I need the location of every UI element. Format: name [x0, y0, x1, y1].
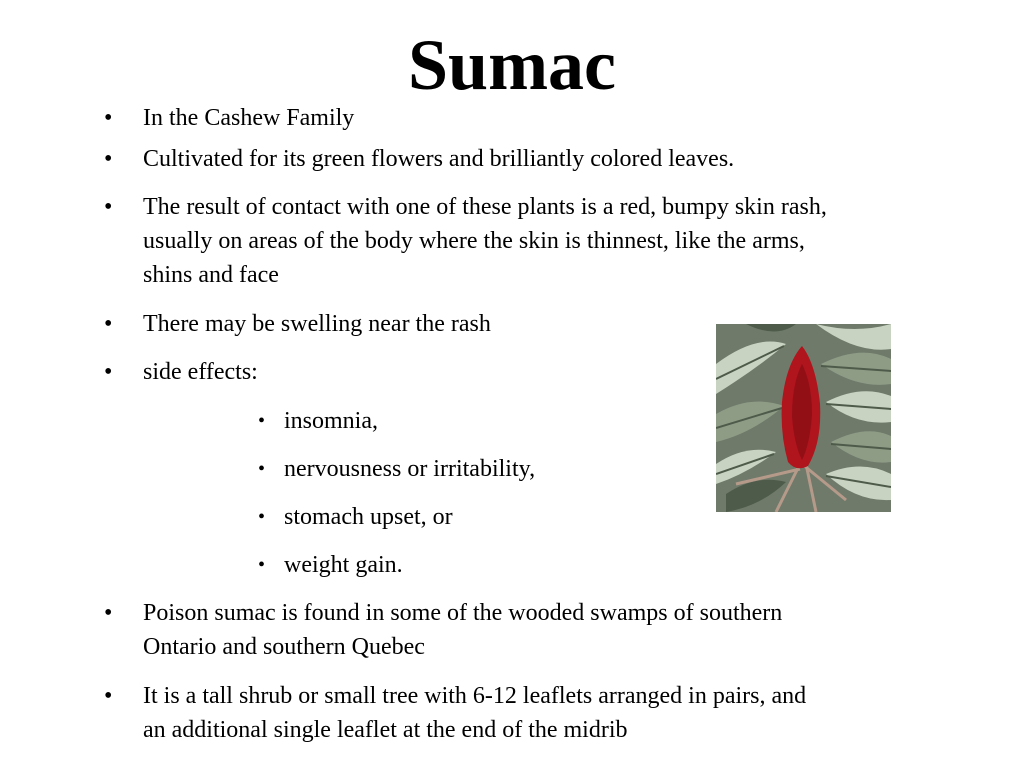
- bullet-marker: •: [104, 311, 113, 337]
- bullet-text: There may be swelling near the rash: [143, 311, 491, 337]
- sumac-plant-photo: [716, 324, 891, 512]
- bullet-marker: •: [104, 600, 113, 626]
- bullet-marker: •: [104, 194, 113, 220]
- sub-bullet-text: nervousness or irritability,: [284, 456, 536, 482]
- sub-bullet-marker: •: [258, 554, 266, 576]
- sub-bullet-text: weight gain.: [284, 552, 403, 578]
- bullet-text: an additional single leaflet at the end of the midrib: [143, 717, 628, 743]
- bullet-text: shins and face: [143, 262, 279, 288]
- sub-bullet-marker: •: [258, 410, 266, 432]
- bullet-marker: •: [104, 359, 113, 385]
- bullet-text: The result of contact with one of these plants is a red, bumpy skin rash,: [143, 194, 827, 220]
- bullet-text: Poison sumac is found in some of the wooded swamps of southern: [143, 600, 783, 626]
- sub-bullet-text: insomnia,: [284, 408, 378, 434]
- sub-bullet-text: stomach upset, or: [284, 504, 453, 530]
- bullet-text: In the Cashew Family: [143, 105, 355, 131]
- bullet-marker: •: [104, 683, 113, 709]
- sumac-plant-image: [716, 324, 891, 512]
- bullet-text: usually on areas of the body where the skin is thinnest, like the arms,: [143, 228, 805, 254]
- bullet-marker: •: [104, 105, 113, 131]
- bullet-text: Cultivated for its green flowers and brilliantly colored leaves.: [143, 146, 735, 172]
- bullet-marker: •: [104, 146, 113, 172]
- bullet-text: It is a tall shrub or small tree with 6-12 leaflets arranged in pairs, and: [143, 683, 807, 709]
- bullet-text: Ontario and southern Quebec: [143, 634, 425, 660]
- slide-title: Sumac: [407, 25, 617, 105]
- bullet-text: side effects:: [143, 359, 258, 385]
- sub-bullet-marker: •: [258, 458, 266, 480]
- sub-bullet-marker: •: [258, 506, 266, 528]
